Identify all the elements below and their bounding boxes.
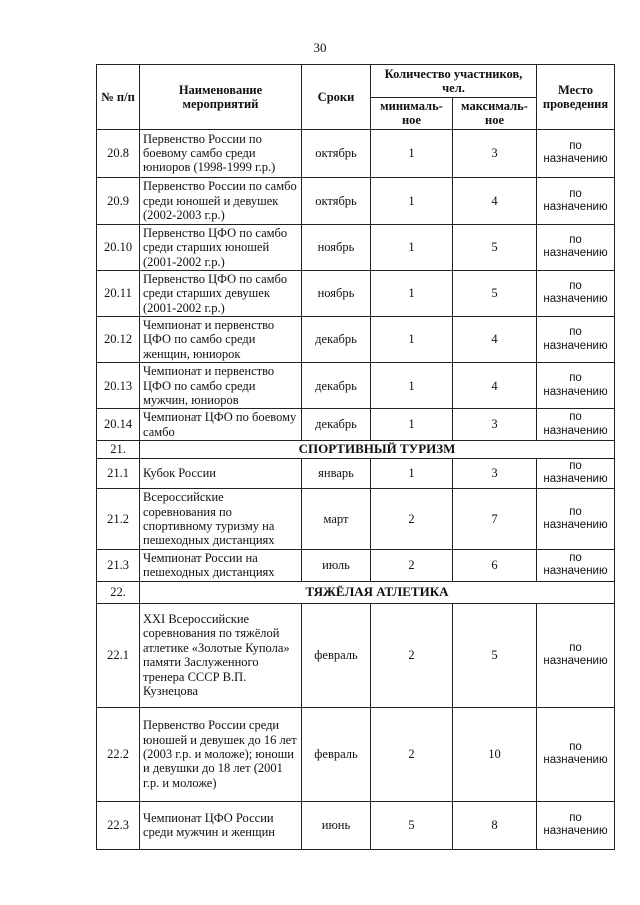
table-row xyxy=(97,177,615,224)
header-min: минималь-ное xyxy=(371,98,453,130)
row-max: 3 xyxy=(453,409,537,441)
row-date: февраль xyxy=(302,603,371,707)
row-date: октябрь xyxy=(302,177,371,224)
section-title: ТЯЖЁЛАЯ АТЛЕТИКА xyxy=(140,581,615,603)
section-row xyxy=(97,441,615,459)
header-name: Наименование мероприятий xyxy=(140,65,302,130)
section-num: 22. xyxy=(97,581,140,603)
row-min: 2 xyxy=(371,549,453,581)
table-row xyxy=(97,129,615,177)
row-name: XXI Всероссийские соревнования по тяжёлой атлетике «Золотые Купола» памяти Заслуженного тренера СССР В.П. Кузнецова xyxy=(140,603,302,707)
row-place: по назначению xyxy=(537,707,615,801)
table-row xyxy=(97,224,615,270)
events-table xyxy=(96,64,615,850)
row-max: 7 xyxy=(453,488,537,549)
row-place: по назначению xyxy=(537,317,615,363)
row-name: Чемпионат и первенство ЦФО по самбо среди мужчин, юниоров xyxy=(140,363,302,409)
table-row xyxy=(97,317,615,363)
section-num: 21. xyxy=(97,441,140,459)
row-date: март xyxy=(302,488,371,549)
header-place: Место проведения xyxy=(537,65,615,130)
table-row xyxy=(97,603,615,707)
row-max: 4 xyxy=(453,177,537,224)
row-max: 5 xyxy=(453,270,537,316)
row-date: июнь xyxy=(302,801,371,849)
row-min: 1 xyxy=(371,409,453,441)
row-max: 3 xyxy=(453,129,537,177)
table-row xyxy=(97,409,615,441)
row-num: 22.3 xyxy=(97,801,140,849)
header-participants: Количество участников, чел. xyxy=(371,65,537,98)
row-max: 10 xyxy=(453,707,537,801)
row-name: Первенство России среди юношей и девушек до 16 лет (2003 г.р. и моложе); юноши и девушки до 18 лет (2001 г.р. и моложе) xyxy=(140,707,302,801)
row-min: 2 xyxy=(371,707,453,801)
row-max: 6 xyxy=(453,549,537,581)
row-name: Чемпионат и первенство ЦФО по самбо среди женщин, юниорок xyxy=(140,317,302,363)
row-min: 1 xyxy=(371,458,453,488)
section-row xyxy=(97,581,615,603)
row-date: февраль xyxy=(302,707,371,801)
row-date: ноябрь xyxy=(302,224,371,270)
row-place: по назначению xyxy=(537,458,615,488)
row-min: 1 xyxy=(371,129,453,177)
row-num: 20.9 xyxy=(97,177,140,224)
row-num: 20.11 xyxy=(97,270,140,316)
row-name: Чемпионат ЦФО России среди мужчин и женщин xyxy=(140,801,302,849)
row-date: декабрь xyxy=(302,363,371,409)
row-max: 3 xyxy=(453,458,537,488)
row-place: по назначению xyxy=(537,363,615,409)
table-row xyxy=(97,707,615,801)
row-place: по назначению xyxy=(537,224,615,270)
row-name: Кубок России xyxy=(140,458,302,488)
row-num: 20.13 xyxy=(97,363,140,409)
row-min: 1 xyxy=(371,177,453,224)
row-place: по назначению xyxy=(537,801,615,849)
row-max: 4 xyxy=(453,317,537,363)
row-min: 1 xyxy=(371,270,453,316)
row-max: 4 xyxy=(453,363,537,409)
header-max: максималь-ное xyxy=(453,98,537,130)
row-name: Первенство ЦФО по самбо среди старших юношей (2001-2002 г.р.) xyxy=(140,224,302,270)
row-num: 20.14 xyxy=(97,409,140,441)
row-num: 21.2 xyxy=(97,488,140,549)
row-place: по назначению xyxy=(537,270,615,316)
row-place: по назначению xyxy=(537,603,615,707)
row-date: январь xyxy=(302,458,371,488)
row-num: 21.1 xyxy=(97,458,140,488)
row-date: ноябрь xyxy=(302,270,371,316)
row-name: Первенство России по боевому самбо среди юниоров (1998-1999 г.р.) xyxy=(140,129,302,177)
row-max: 8 xyxy=(453,801,537,849)
row-min: 1 xyxy=(371,363,453,409)
row-max: 5 xyxy=(453,603,537,707)
table-row xyxy=(97,549,615,581)
row-num: 20.10 xyxy=(97,224,140,270)
row-date: июль xyxy=(302,549,371,581)
row-num: 21.3 xyxy=(97,549,140,581)
row-place: по назначению xyxy=(537,177,615,224)
row-name: Первенство ЦФО по самбо среди старших девушек (2001-2002 г.р.) xyxy=(140,270,302,316)
row-num: 20.8 xyxy=(97,129,140,177)
row-name: Первенство России по самбо среди юношей и девушек (2002-2003 г.р.) xyxy=(140,177,302,224)
row-name: Чемпионат ЦФО по боевому самбо xyxy=(140,409,302,441)
table-row xyxy=(97,363,615,409)
row-min: 1 xyxy=(371,224,453,270)
table-row xyxy=(97,270,615,316)
row-place: по назначению xyxy=(537,129,615,177)
row-place: по назначению xyxy=(537,409,615,441)
row-num: 22.2 xyxy=(97,707,140,801)
row-name: Всероссийские соревнования по спортивному туризму на пешеходных дистанциях xyxy=(140,488,302,549)
table-row xyxy=(97,801,615,849)
row-num: 22.1 xyxy=(97,603,140,707)
row-min: 2 xyxy=(371,488,453,549)
header-date: Сроки xyxy=(302,65,371,130)
row-place: по назначению xyxy=(537,549,615,581)
table-row xyxy=(97,458,615,488)
row-min: 1 xyxy=(371,317,453,363)
row-date: декабрь xyxy=(302,317,371,363)
row-date: декабрь xyxy=(302,409,371,441)
row-name: Чемпионат России на пешеходных дистанциях xyxy=(140,549,302,581)
row-num: 20.12 xyxy=(97,317,140,363)
table-row xyxy=(97,488,615,549)
section-title: СПОРТИВНЫЙ ТУРИЗМ xyxy=(140,441,615,459)
row-max: 5 xyxy=(453,224,537,270)
row-min: 5 xyxy=(371,801,453,849)
row-date: октябрь xyxy=(302,129,371,177)
header-num: № п/п xyxy=(97,65,140,130)
page-number: 30 xyxy=(313,40,327,55)
row-place: по назначению xyxy=(537,488,615,549)
row-min: 2 xyxy=(371,603,453,707)
